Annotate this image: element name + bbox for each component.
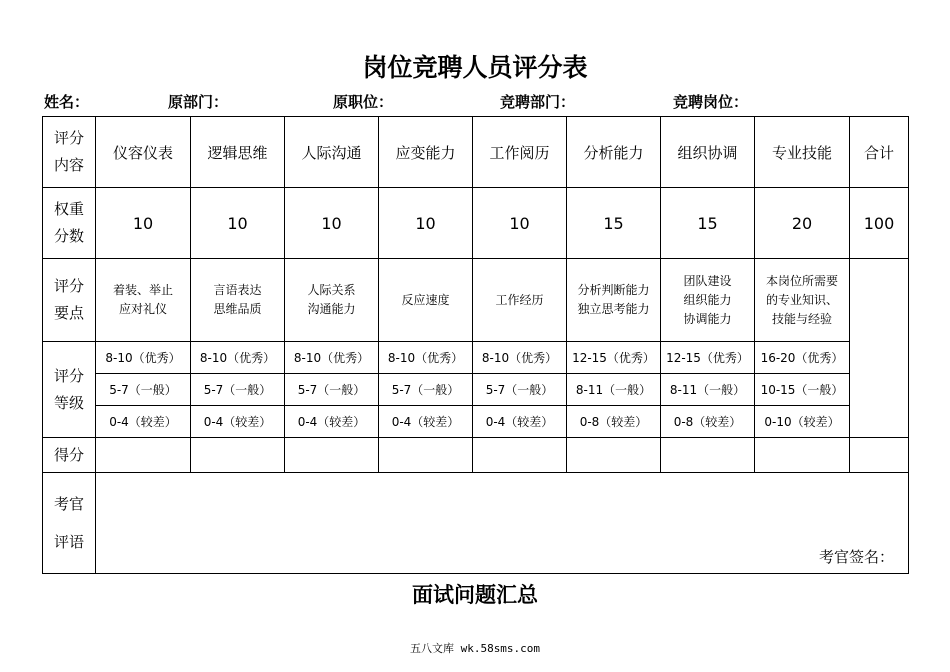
grade-cell: 12-15（优秀）: [567, 342, 661, 374]
section-title: 面试问题汇总: [412, 582, 538, 607]
grade-cell: 8-11（一般）: [567, 374, 661, 406]
grade-cell: 0-8（较差）: [661, 406, 755, 438]
category-cell: 应变能力: [379, 117, 473, 188]
category-cell: 人际沟通: [285, 117, 379, 188]
row-header-line: 等级: [53, 393, 84, 412]
row-header-line: 评分: [53, 129, 84, 147]
grade-cell: 0-4（较差）: [96, 406, 191, 438]
points-row: [43, 259, 909, 342]
comment-area[interactable]: [96, 473, 909, 574]
original-position-label: 原职位：: [333, 93, 394, 111]
points-line: 本岗位所需要: [765, 273, 838, 288]
weight-cell: 15: [567, 188, 661, 259]
grade-cell: 8-10（优秀）: [473, 342, 567, 374]
score-row: [43, 438, 909, 473]
points-line: 沟通能力: [307, 302, 356, 316]
grade-cell: 0-8（较差）: [567, 406, 661, 438]
row-header-line: 考官: [53, 495, 84, 513]
row-header-line: 评分: [53, 366, 84, 385]
grade-cell: 5-7（一般）: [96, 374, 191, 406]
grade-cell: 5-7（一般）: [191, 374, 285, 406]
score-total-cell[interactable]: [850, 438, 909, 473]
row-header-line: 要点: [53, 304, 84, 322]
row-header-line: 评语: [53, 533, 84, 551]
grade-cell: 12-15（优秀）: [661, 342, 755, 374]
scoring-table: [42, 116, 909, 574]
points-line: 着装、举止: [112, 283, 173, 297]
weight-cell: 15: [661, 188, 755, 259]
points-line: 组织能力: [683, 292, 732, 307]
total-header-cell: 合计: [850, 117, 909, 188]
total-blank-cell: [850, 259, 909, 438]
grade-cell: 5-7（一般）: [285, 374, 379, 406]
points-cell: [191, 259, 285, 342]
content-row-header: [43, 117, 96, 188]
examiner-signature-label: 考官签名：: [818, 548, 894, 566]
grade-row-average: [43, 374, 909, 406]
points-line: 思维品质: [213, 302, 262, 316]
score-cell[interactable]: [379, 438, 473, 473]
points-row-header: [43, 259, 96, 342]
weight-row: [43, 188, 909, 259]
weight-cell: 10: [285, 188, 379, 259]
points-cell: [96, 259, 191, 342]
page-title: 岗位竞聘人员评分表: [362, 53, 588, 82]
grade-cell: 8-10（优秀）: [96, 342, 191, 374]
target-dept-label: 竞聘部门：: [500, 93, 576, 111]
grade-row-poor: [43, 406, 909, 438]
row-header-line: 权重: [53, 200, 84, 218]
score-cell[interactable]: [285, 438, 379, 473]
grade-cell: 8-10（优秀）: [285, 342, 379, 374]
weight-cell: 20: [755, 188, 850, 259]
points-line: 独立思考能力: [577, 302, 650, 316]
grade-cell: 5-7（一般）: [473, 374, 567, 406]
row-header-line: 分数: [53, 227, 84, 245]
points-line: 反应速度: [401, 292, 450, 307]
score-cell[interactable]: [191, 438, 285, 473]
grade-cell: 8-10（优秀）: [191, 342, 285, 374]
points-line: 言语表达: [213, 283, 262, 297]
category-cell: 分析能力: [567, 117, 661, 188]
weight-cell: 10: [473, 188, 567, 259]
points-line: 技能与经验: [771, 311, 832, 326]
points-line: 协调能力: [683, 311, 732, 326]
category-cell: 专业技能: [755, 117, 850, 188]
grade-cell: 10-15（一般）: [755, 374, 850, 406]
grade-cell: 0-4（较差）: [473, 406, 567, 438]
comment-row-header: [43, 473, 96, 574]
grade-cell: 5-7（一般）: [379, 374, 473, 406]
grade-row-excellent: [43, 342, 909, 374]
score-cell[interactable]: [473, 438, 567, 473]
weight-row-header: [43, 188, 96, 259]
points-cell: [285, 259, 379, 342]
points-line: 应对礼仪: [118, 302, 167, 316]
points-line: 的专业知识、: [765, 292, 838, 307]
grade-cell: 16-20（优秀）: [755, 342, 850, 374]
row-header-line: 内容: [53, 156, 84, 174]
grade-cell: 8-10（优秀）: [379, 342, 473, 374]
grade-cell: 8-11（一般）: [661, 374, 755, 406]
points-cell: [567, 259, 661, 342]
weight-cell: 10: [96, 188, 191, 259]
score-row-header: 得分: [43, 438, 96, 473]
comment-row: [43, 473, 909, 574]
weight-cell: 10: [379, 188, 473, 259]
name-label: 姓名：: [44, 93, 90, 111]
category-cell: 逻辑思维: [191, 117, 285, 188]
row-header-line: 评分: [53, 277, 84, 295]
points-line: 分析判断能力: [577, 283, 650, 297]
points-cell: [379, 259, 473, 342]
points-line: 工作经历: [495, 292, 544, 307]
grade-cell: 0-4（较差）: [379, 406, 473, 438]
content-row: [43, 117, 909, 188]
points-line: 人际关系: [307, 283, 356, 297]
category-cell: 组织协调: [661, 117, 755, 188]
score-cell[interactable]: [755, 438, 850, 473]
grade-cell: 0-10（较差）: [755, 406, 850, 438]
score-cell[interactable]: [96, 438, 191, 473]
score-cell[interactable]: [567, 438, 661, 473]
grade-cell: 0-4（较差）: [191, 406, 285, 438]
points-cell: [473, 259, 567, 342]
footer-watermark: 五八文库 wk.58sms.com: [409, 642, 541, 655]
category-cell: 工作阅历: [473, 117, 567, 188]
points-cell: [661, 259, 755, 342]
weight-total-cell: 100: [850, 188, 909, 259]
category-cell: 仪容仪表: [96, 117, 191, 188]
grade-cell: 0-4（较差）: [285, 406, 379, 438]
points-line: 团队建设: [683, 273, 732, 288]
original-dept-label: 原部门：: [168, 93, 229, 111]
level-row-header: [43, 342, 96, 438]
target-position-label: 竞聘岗位：: [673, 93, 749, 111]
weight-cell: 10: [191, 188, 285, 259]
score-cell[interactable]: [661, 438, 755, 473]
points-cell: [755, 259, 850, 342]
